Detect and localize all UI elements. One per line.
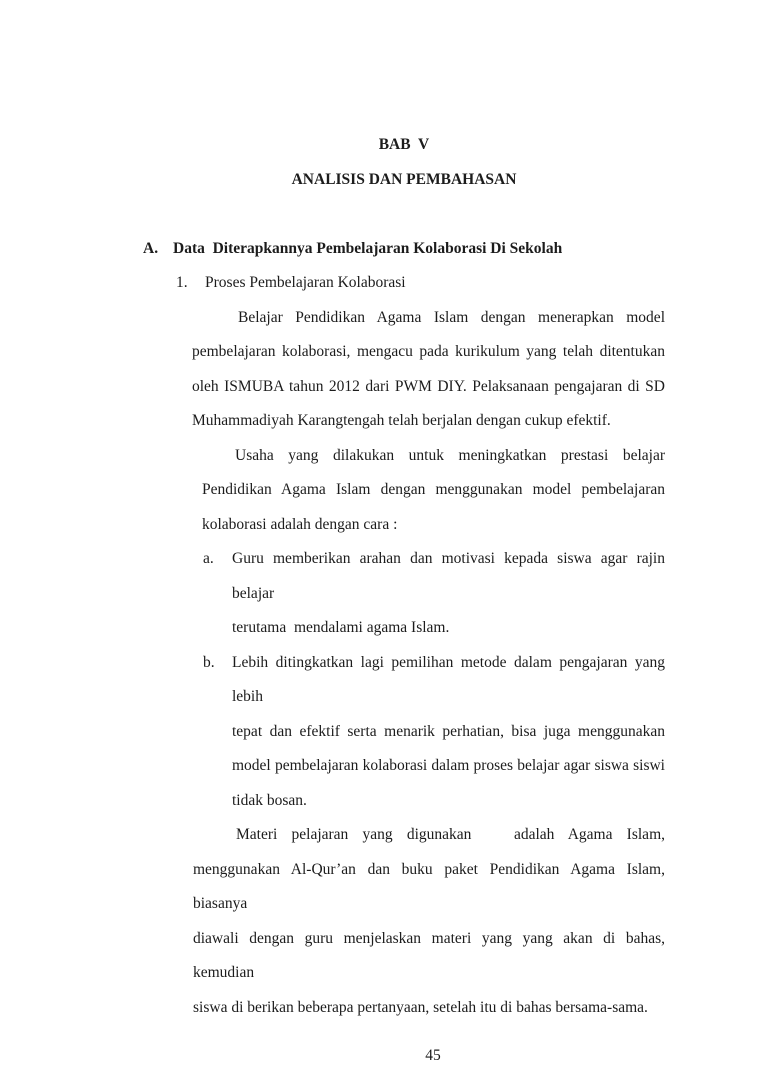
section-a-label: Data Diterapkannya Pembelajaran Kolaborasi Di Sekolah: [173, 239, 563, 257]
text-line: tidak bosan.: [232, 791, 307, 809]
text-line: tepat dan efektif serta menarik perhatian, bisa juga menggunakan: [232, 722, 665, 740]
lettered-item-a-marker: a.: [203, 550, 214, 567]
lettered-item-b: [203, 646, 665, 819]
text-line: menggunakan Al-Qur’an dan buku paket Pendidikan Agama Islam, biasanya: [193, 860, 665, 912]
section-a-marker: A.: [143, 239, 159, 257]
text-line: Pendidikan Agama Islam dengan menggunakan model pembelajaran: [202, 481, 665, 498]
lettered-item-a-content: [232, 542, 665, 646]
text-line: siswa di berikan beberapa pertanyaan, setelah itu di bahas bersama-sama.: [193, 998, 648, 1016]
section-a-heading: [143, 232, 665, 267]
page-number: 45: [425, 1047, 441, 1064]
text-line: model pembelajaran kolaborasi dalam proses belajar agar siswa siswi: [232, 757, 665, 774]
paragraph-1: [192, 301, 665, 439]
text-line: Guru memberikan arahan dan motivasi kepada siswa agar rajin belajar: [232, 550, 665, 602]
numbered-item-1: [176, 266, 665, 301]
text-line: oleh ISMUBA tahun 2012 dari PWM DIY. Pelaksanaan pengajaran di SD: [192, 377, 665, 395]
chapter-subtitle: ANALISIS DAN PEMBAHASAN: [291, 170, 517, 188]
paragraph-3: [193, 818, 665, 1025]
text-line: Usaha yang dilakukan untuk meningkatkan prestasi belajar: [235, 446, 665, 464]
lettered-item-b-marker: b.: [203, 653, 215, 671]
lettered-item-b-content: [232, 646, 665, 819]
text-line: Lebih ditingkatkan lagi pemilihan metode dalam pengajaran yang lebih: [232, 653, 665, 705]
lettered-item-a: [203, 542, 665, 646]
text-line: pembelajaran kolaborasi, mengacu pada kurikulum yang telah ditentukan: [192, 343, 665, 360]
text-line: Materi pelajaran yang digunakan adalah Agama Islam,: [236, 826, 665, 843]
text-line: Muhammadiyah Karangtengah telah berjalan dengan cukup efektif.: [192, 412, 611, 429]
chapter-title: BAB V: [378, 136, 430, 153]
paragraph-2: [202, 439, 665, 543]
text-line: kolaborasi adalah dengan cara :: [202, 515, 398, 533]
text-line: diawali dengan guru menjelaskan materi yang yang akan di bahas, kemudian: [193, 929, 665, 981]
text-line: terutama mendalami agama Islam.: [232, 619, 450, 636]
numbered-item-1-marker: 1.: [176, 274, 188, 291]
text-line: Belajar Pendidikan Agama Islam dengan menerapkan model: [238, 308, 665, 326]
numbered-item-1-label: Proses Pembelajaran Kolaborasi: [205, 274, 406, 291]
